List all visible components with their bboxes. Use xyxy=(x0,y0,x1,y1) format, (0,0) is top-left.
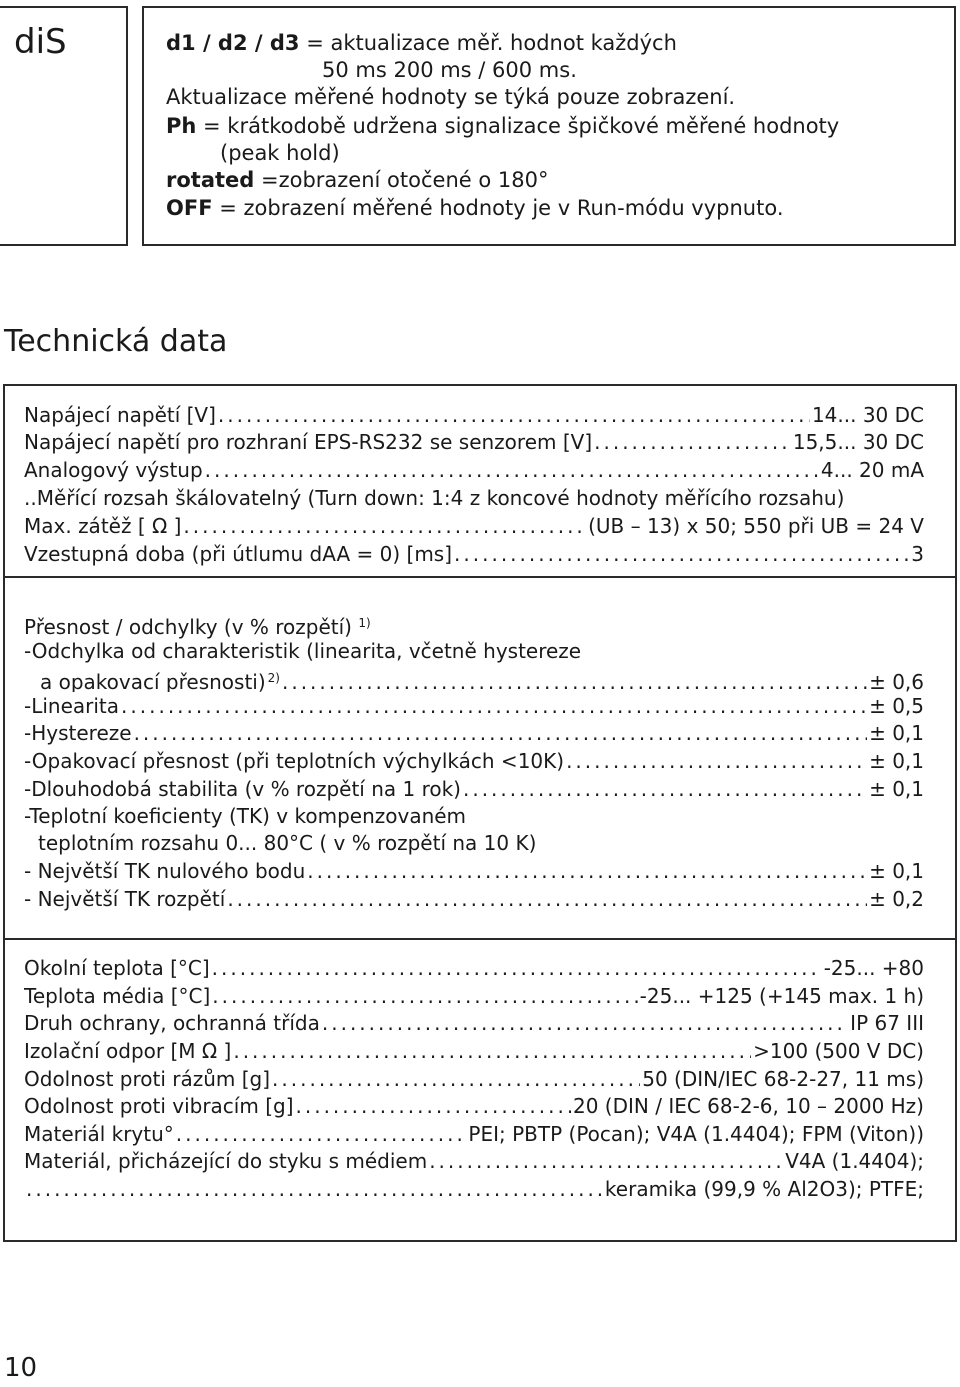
spec-row: -Linearita ..... ± 0,5 xyxy=(24,693,924,720)
header-line-2: 50 ms 200 ms / 600 ms. xyxy=(322,58,577,82)
spec-row: Okolní teplota [°C] ..... -25... +80 xyxy=(24,955,924,982)
display-code-label: diS xyxy=(14,22,67,62)
spec-row: Materiál, přicházející do styku s médiem ..... V4A (1.4404); xyxy=(24,1148,924,1175)
header-line-1: d1 / d2 / d3 = aktualizace měř. hodnot každých xyxy=(166,31,677,55)
spec-row: Odolnost proti rázům [g] ..... 50 (DIN/IEC 68-2-27, 11 ms) xyxy=(24,1066,924,1093)
spec-row: - Největší TK rozpětí ..... ± 0,2 xyxy=(24,886,924,913)
header-line-5: (peak hold) xyxy=(220,141,340,165)
header-line-4: Ph = krátkodobě udržena signalizace špičkové měřené hodnoty xyxy=(166,114,840,138)
range-note: ..Měřící rozsah škálovatelný (Turn down: 1:4 z koncové hodnoty měřícího rozsahu) xyxy=(24,486,845,510)
header-line-6: rotated =zobrazení otočené o 180° xyxy=(166,168,549,192)
accuracy-heading: Přesnost / odchylky (v % rozpětí) $^{1)}$ xyxy=(24,615,371,639)
spec-row: Materiál krytu° ..... PEI; PBTP (Pocan); V4A (1.4404); FPM (Viton)) xyxy=(24,1121,924,1148)
spec-row: a opakovací přesnosti) $^{2)}$ ..... ± 0,6 xyxy=(40,665,924,692)
spec-row: Analogový výstup ..... 4... 20 mA xyxy=(24,457,924,484)
temperature-range-line: teplotním rozsahu 0... 80°C ( v % rozpětí na 10 K) xyxy=(38,831,537,855)
spec-row: -Opakovací přesnost (při teplotních výchylkách <10K) ..... ± 0,1 xyxy=(24,748,924,775)
spec-row: Napájecí napětí [V] ..... 14... 30 DC xyxy=(24,402,924,429)
spec-row: Max. zátěž [ Ω ] ..... (UB – 13) x 50; 550 při UB = 24 V xyxy=(24,513,924,540)
header-line-7: OFF = zobrazení měřené hodnoty je v Run-módu vypnuto. xyxy=(166,196,784,220)
spec-row: -Dlouhodobá stabilita (v % rozpětí na 1 rok) ..... ± 0,1 xyxy=(24,776,924,803)
page-number: 10 xyxy=(4,1353,38,1383)
spec-row: Vzestupná doba (při útlumu dAA = 0) [ms] ..... 3 xyxy=(24,541,924,568)
spec-row: Druh ochrany, ochranná třída ..... IP 67 III xyxy=(24,1010,924,1037)
spec-row: Izolační odpor [M Ω ] ..... >100 (500 V DC) xyxy=(24,1038,924,1065)
section-title: Technická data xyxy=(4,324,228,359)
spec-row: Odolnost proti vibracím [g] ..... 20 (DIN / IEC 68-2-6, 10 – 2000 Hz) xyxy=(24,1093,924,1120)
temperature-coefficient-line: -Teplotní koeficienty (TK) v kompenzovaném xyxy=(24,804,467,828)
characteristic-deviation-line: -Odchylka od charakteristik (linearita, včetně hystereze xyxy=(24,639,582,663)
spec-row: -Hystereze ..... ± 0,1 xyxy=(24,720,924,747)
spec-row: - Největší TK nulového bodu ..... ± 0,1 xyxy=(24,858,924,885)
spec-row: Teplota média [°C] ..... -25... +125 (+145 max. 1 h) xyxy=(24,983,924,1010)
header-line-3: Aktualizace měřené hodnoty se týká pouze zobrazení. xyxy=(166,85,736,109)
spec-row: Napájecí napětí pro rozhraní EPS-RS232 se senzorem [V] ..... 15,5... 30 DC xyxy=(24,429,924,456)
spec-row: ..... keramika (99,9 % Al2O3); PTFE; xyxy=(24,1176,924,1203)
